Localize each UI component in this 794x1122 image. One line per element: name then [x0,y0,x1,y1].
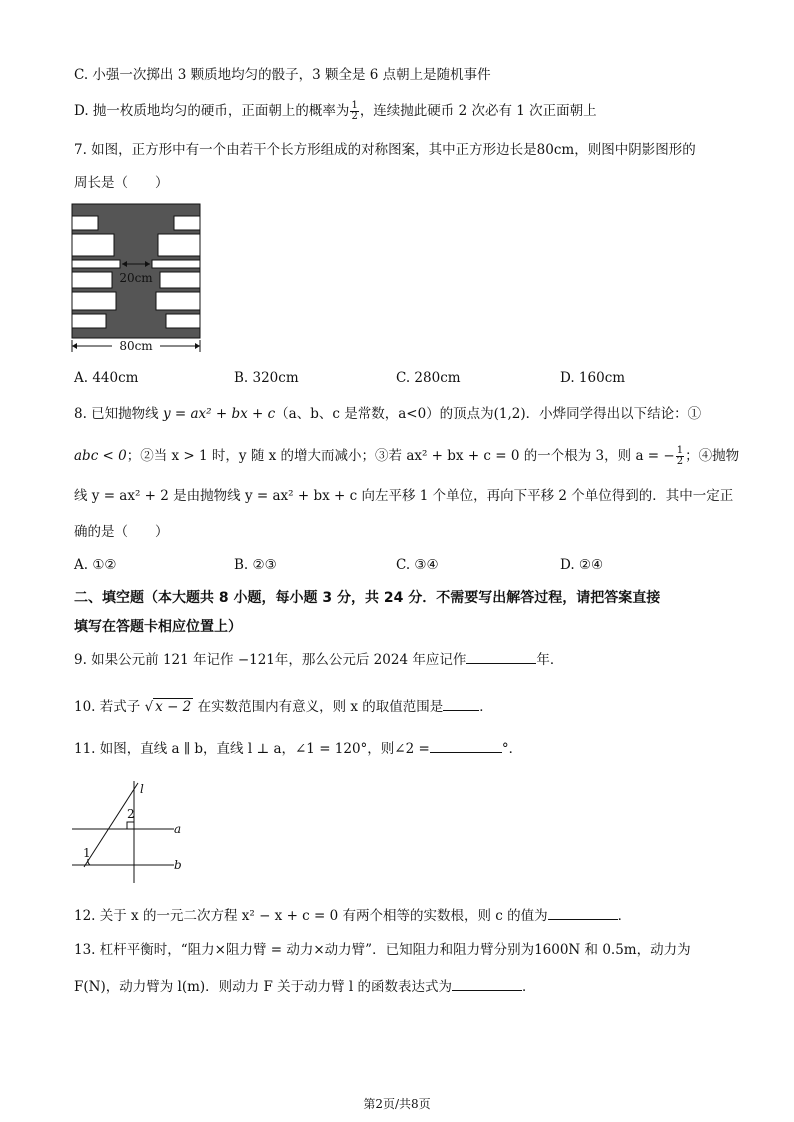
question-11 [74,738,522,759]
q11-answer-blank[interactable] [430,738,502,753]
label-l: l [140,782,144,796]
q7-option-b[interactable]: B. 320cm [234,370,299,386]
q13-text: F(N)，动力臂为 l(m)．则动力 F 关于动力臂 l 的函数表达式为 [74,979,453,995]
option-d-text-pre: D. 抛一枚质地均匀的硬币，正面朝上的概率为 [74,103,350,119]
fraction-denominator: 2 [351,111,358,122]
question-13-line-1: 13. 杠杆平衡时，“阻力×阻力臂 = 动力×动力臂”．已知阻力和阻力臂分别为1600N 和 0.5m，动力为 [74,942,691,958]
q13-answer-blank[interactable] [452,976,522,991]
q10-answer-blank[interactable] [443,696,479,711]
label-b: b [174,858,182,872]
figure-7-square-pattern [66,198,206,358]
fraction-half-q8 [676,446,684,467]
question-8-line-4: 确的是（ ） [74,524,169,540]
q9-text-end: 年． [536,652,564,668]
q8-conclusion-2-3: ；②当 x > 1 时，y 随 x 的增大而减小；③若 ax² + bx + c = 0 的一个根为 3，则 a = − [126,448,675,464]
q8-option-c[interactable]: C. ③④ [396,557,439,573]
q8-parabola-equation: y = ax² + bx + c [162,406,276,422]
q11-text: 11. 如图，直线 a ∥ b，直线 l ⊥ a，∠1 = 120°，则∠2 = [74,741,430,757]
fraction-half [350,101,358,122]
q8-option-d[interactable]: D. ②④ [560,557,604,573]
section-2-heading-line-2: 填写在答题卡相应位置上） [74,619,242,635]
right-angle-mark [127,822,134,829]
q8-text-1: 8. 已知抛物线 [74,406,159,422]
inner-gap-label: 20cm [119,271,153,285]
question-12 [74,905,631,926]
question-7-line-1: 7. 如图，正方形中有一个由若干个长方形组成的对称图案，其中正方形边长是80cm，则图中阴影图形的 [74,142,696,158]
question-8-line-3: 线 y = ax² + 2 是由抛物线 y = ax² + bx + c 向左平移 1 个单位，再向下平移 2 个单位得到的．其中一定正 [74,488,734,504]
label-angle-2: 2 [127,807,135,821]
q7-option-d[interactable]: D. 160cm [560,370,626,386]
option-d-line [74,101,597,122]
side-length-label: 80cm [119,339,153,353]
q7-option-a[interactable]: A. 440cm [74,370,139,386]
fraction-numerator: 1 [351,100,358,111]
q11-text-end: °． [501,741,523,757]
q12-answer-blank[interactable] [548,905,618,920]
question-7-options [74,368,734,388]
question-8-options [74,555,734,575]
fraction-numerator: 1 [676,445,684,456]
q9-text: 9. 如果公元前 121 年记作 −121年，那么公元后 2024 年应记作 [74,652,467,668]
question-8-line-2 [74,446,739,467]
q8-option-a[interactable]: A. ①② [74,557,117,573]
q8-text-2: （a、b、c 是常数，a<0）的顶点为(1,2)．小烨同学得出以下结论：① [275,406,702,422]
q10-radicand: x − 2 [155,699,192,715]
q12-text: 12. 关于 x 的一元二次方程 x² − x + c = 0 有两个相等的实数根，则 c 的值为 [74,908,548,924]
question-13-line-2 [74,976,536,997]
sqrt-sign: √ [144,699,154,715]
option-d-text-post: ，连续抛此硬币 2 次必有 1 次正面朝上 [359,103,597,119]
q8-conclusion-4-start: ；④抛物 [685,448,740,464]
label-angle-1: 1 [83,846,91,860]
q9-answer-blank[interactable] [466,649,536,664]
question-8-line-1 [74,404,701,424]
question-7-line-2: 周长是（ ） [74,175,169,191]
q10-text: 10. 若式子 [74,699,141,715]
section-2-heading-line-1: 二、填空题（本大题共 8 小题，每小题 3 分，共 24 分．不需要写出解答过程，请把答案直接 [74,590,661,606]
fraction-denominator: 2 [676,456,684,467]
question-10 [74,696,493,717]
q8-option-b[interactable]: B. ②③ [234,557,277,573]
label-a: a [174,822,182,836]
q12-text-end: ． [617,908,632,924]
q10-text-end: ． [479,699,493,715]
transversal-line [84,783,138,867]
page-footer: 第2页/共8页 [363,1097,431,1111]
q10-text-2: 在实数范围内有意义，则 x 的取值范围是 [197,699,444,715]
q7-option-c[interactable]: C. 280cm [396,370,461,386]
figure-11-parallel-lines [70,775,190,887]
question-9 [74,649,563,670]
q8-conclusion-1: abc < 0 [74,448,127,464]
q13-text-end: ． [522,979,536,995]
option-c-line: C. 小强一次掷出 3 颗质地均匀的骰子，3 颗全是 6 点朝上是随机事件 [74,67,491,83]
